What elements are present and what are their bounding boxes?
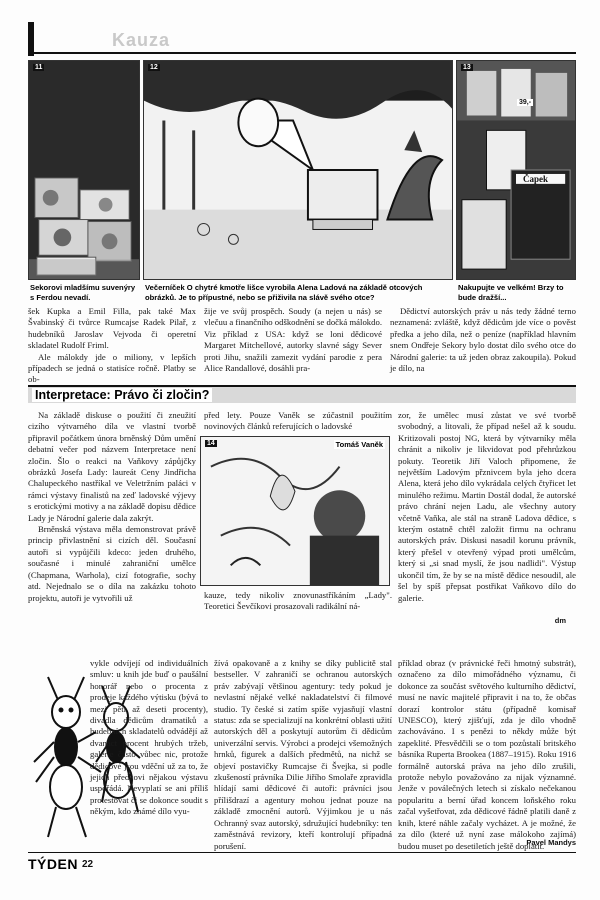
photo-number: 13 bbox=[463, 64, 471, 71]
photo-number: 14 bbox=[207, 440, 215, 447]
section-kicker: Kauza bbox=[112, 30, 171, 50]
cartoon-gramophone-image bbox=[144, 61, 452, 279]
page-number: 22 bbox=[82, 859, 94, 870]
magazine-logo: TÝDEN bbox=[28, 856, 78, 872]
paragraph: Dědictví autorských práv u nás tedy žádné terno neznamená: zvláště, když dědicům jde více o pověst předka a jeho díla, než o peníze (například hlavním snem Ondřeje Sekory bylo dostat dílo svého otce do Národní galerie: ta už jeden obraz zakoupila). Pokud je dílo, na bbox=[390, 306, 576, 374]
paragraph: Ale málokdy jde o miliony, v lepších případech se jedná o statisíce ročně. Platby se ob- bbox=[28, 351, 196, 385]
section-signature: dm bbox=[554, 616, 566, 625]
paragraph: kauze, tedy nikoliv znovunastříkáním „Lady". Teoretici Ševčíkovi prosazovali radikální ná- bbox=[204, 590, 392, 612]
books-image bbox=[457, 61, 575, 279]
paragraph: žije ve svůj prospěch. Soudy (a nejen u nás) se vlečuu a finančního odškodnění se dočká málokdo. Viz příklad z USA: když se loni dědicové Margaret Mitchellové, autorky slavné ságy Sever proti Jihu, snažili zamezit vydání parodie z pera Alice Randallové, dosáhli pra- bbox=[204, 306, 382, 374]
paragraph: vykle odvíjejí od individuálních smluv: u knih jde buď o paušální honorář nebo o procenta z prodeje každého výtisku (bývá to mezi pěti až deseti procenty), divadla dědicům dramatiků a hudebních skladatelů odvádějí až dvanáct procent hrubých tržeb, galerie často vůbec nic, protože dědicové jsou vděční už za to, že jejich předkovi nějakou výstavu uspořádá. Nevyplatí se ani příliš protestovat či se dokonce soudit s někým, kdo známé dílo vyu- bbox=[90, 658, 208, 817]
section-column-3 bbox=[398, 410, 576, 604]
section-banner bbox=[28, 385, 576, 403]
paragraph: žívá opakovaně a z knihy se díky publicitě stal bestseller. V zahraničí se ochranou autorských práv zabývají většinou agentury: tedy pokud je nevlastní nějaké velké nakladatelství či filmové studio. Ty české si zatím spíše vyjasňují vlastní status: zda se specializují na konkrétní oblasti užití autorských děl a poskytují autorům či dědicům univerzální servis. Výrobci a prodejci všemožných hrnků, figurek a dalších předmětů, na nichž se objeví postavičky Rumcajse či Švejka, si podle zkušeností právníka Dilie Jiřího Smolaře zpravidla hlídají sami dědicové či autoři: právníci jsou přílišdrazí a agentury mohou jednat pouze na základě zmocnění autorů. Výjimkou je u nás Ochranný svaz autorský, sdružující hudebníky: ten zaměstnává revizory, kteří kontrolují případná porušení. bbox=[214, 658, 392, 851]
bottom-column-2 bbox=[214, 658, 392, 852]
section-column-2-top bbox=[204, 410, 392, 433]
photo-caption-11: Sekorovi mladšímu suvenýry s Ferdou nevadí. bbox=[30, 283, 136, 302]
section-column-1 bbox=[28, 410, 196, 604]
section-title: Interpretace: Právo či zločin? bbox=[32, 388, 212, 402]
header-rule bbox=[28, 52, 576, 54]
photo-caption-13: Nakupujte ve velkém! Brzy to bude dražší... bbox=[458, 283, 564, 302]
paragraph: Brněnská výstava měla demonstrovat právě princip přivlastnění si cizích děl. Současní autoři si vypůjčili kdeco: jeden druhého, současné i minulé zahraniční umělce (Chapmana, Warhola), cizí fotografie, sochy atd. Nejednalo se o díla na zakázku tohoto projektu, autoři je vytvořili už bbox=[28, 524, 196, 603]
photo-cartoon-fox bbox=[143, 60, 453, 280]
photo-number: 11 bbox=[35, 64, 43, 71]
top-column-2 bbox=[204, 306, 382, 374]
paragraph: šek Kupka a Emil Filla, pak také Max Švabinský či tvůrce Rumcajse Radek Pilař, z hudebníků Jaroslav Vejvoda či operetní skladatel Rudolf Friml. bbox=[28, 306, 196, 351]
portrait-image bbox=[201, 437, 389, 585]
top-column-3 bbox=[390, 306, 576, 374]
paragraph: Na základě diskuse o použití či zneužití cizího výtvarného díla ve vlastní tvorbě připravil počátkem února brněnský Dům umění debatní večer pod názvem Interpretace není zločin. Šlo o reakci na Vaňkovy zápůjčky obrázků Josefa Lady: laureát Ceny Jindřicha Chalupeckého nastříkal ve Veletržním paláci v rámci výstavy finalistů na zeď ladovské výjevy s erotickými motivy a na základě dopisu dědice Lady je Národní galerie dala zakrýt. bbox=[28, 410, 196, 523]
price-tag: 39,- bbox=[519, 99, 532, 106]
photo-number: 12 bbox=[150, 64, 158, 71]
bottom-column-1 bbox=[90, 658, 208, 818]
author-signature: Pavel Mandys bbox=[526, 838, 576, 847]
photo-credit-name: Tomáš Vaněk bbox=[335, 440, 383, 449]
suitcases-image bbox=[29, 61, 139, 279]
paragraph: příklad obraz (v právnické řeči hmotný substrát), označeno za dílo mimořádného významu, či dokonce za součást světového kulturního dědictví, musí ne navíc majitelé připravit i na to, že občas dorazí kontrolor státu (případně komisař UNESCO), který zjišťují, zda je dílo vhodně zachováváno. I s penězi to někdy může být zapeklité. Přesvědčili se o tom pozůstalí britského básníka Ruperta Brookea (1887–1915). Roku 1916 formálně autorská práva na jeho dílo zrušili, protože nebylo považováno za nijak významné. Jenže v poválečných letech si získalo nečekanou popularitu a berní úřad koncem loňského roku začal vyšetřovat, zda dědicové řádně platili daně z knih, které náhle začaly vycházet. A je možné, že za dílo (které už nyní zase málokoho zajímá) budou muset po desetiletích ještě doplatit. bbox=[398, 658, 576, 851]
book-title: Čapek bbox=[523, 174, 549, 184]
photo-bookshop bbox=[456, 60, 576, 280]
paragraph: před lety. Pouze Vaněk se zúčastnil použitím novinových článků referujících o ladovské bbox=[204, 410, 392, 432]
photo-caption-12: Večerníček O chytré kmotře lišce vyrobila Alena Ladová na základě otcových obrázků. Je to přípustné, nebo se přiživila na slávě svého otce? bbox=[145, 283, 423, 302]
footer-rule bbox=[28, 852, 576, 853]
bottom-column-3 bbox=[398, 658, 576, 852]
section-column-2-bottom bbox=[204, 590, 392, 613]
photo-suitcases bbox=[28, 60, 140, 280]
top-column-1 bbox=[28, 306, 196, 386]
paragraph: zor, že umělec musí zůstat ve své tvorbě svobodný, a litovali, že případ nešel až k soudu. Kritizovali postoj NG, která by výtvarníky měla chránit a nikoliv je likvidovat pod přehrůzkou pokuty. Teoretik Jiří Valoch připomene, že největším Ladovým přznivcem byla jeho dcera Alena, která jeho dílo vykrádala celých čtyřicet let minulého režimu. Martin Dostál dodal, že autorské právo chrání nejen Ladu, ale všechny autory včetně Vaňka, ale stál na straně Ladova dědice, s kterým ostatně chtěl založit firmu na ochranu autorských práv. Diskusi nasadil korunu právník, který přešel v otevřený výpad proti umělcům, který si „si snad myslí, že jsou nadlidi". Výstup ukončil tím, že by se na místě dědice nesoudil, ale šel by spíš přepsat postřikat Vaňkovo dílo do galerie. bbox=[398, 410, 576, 603]
photo-tomas-vanek bbox=[200, 436, 390, 586]
header-bar bbox=[28, 22, 34, 56]
